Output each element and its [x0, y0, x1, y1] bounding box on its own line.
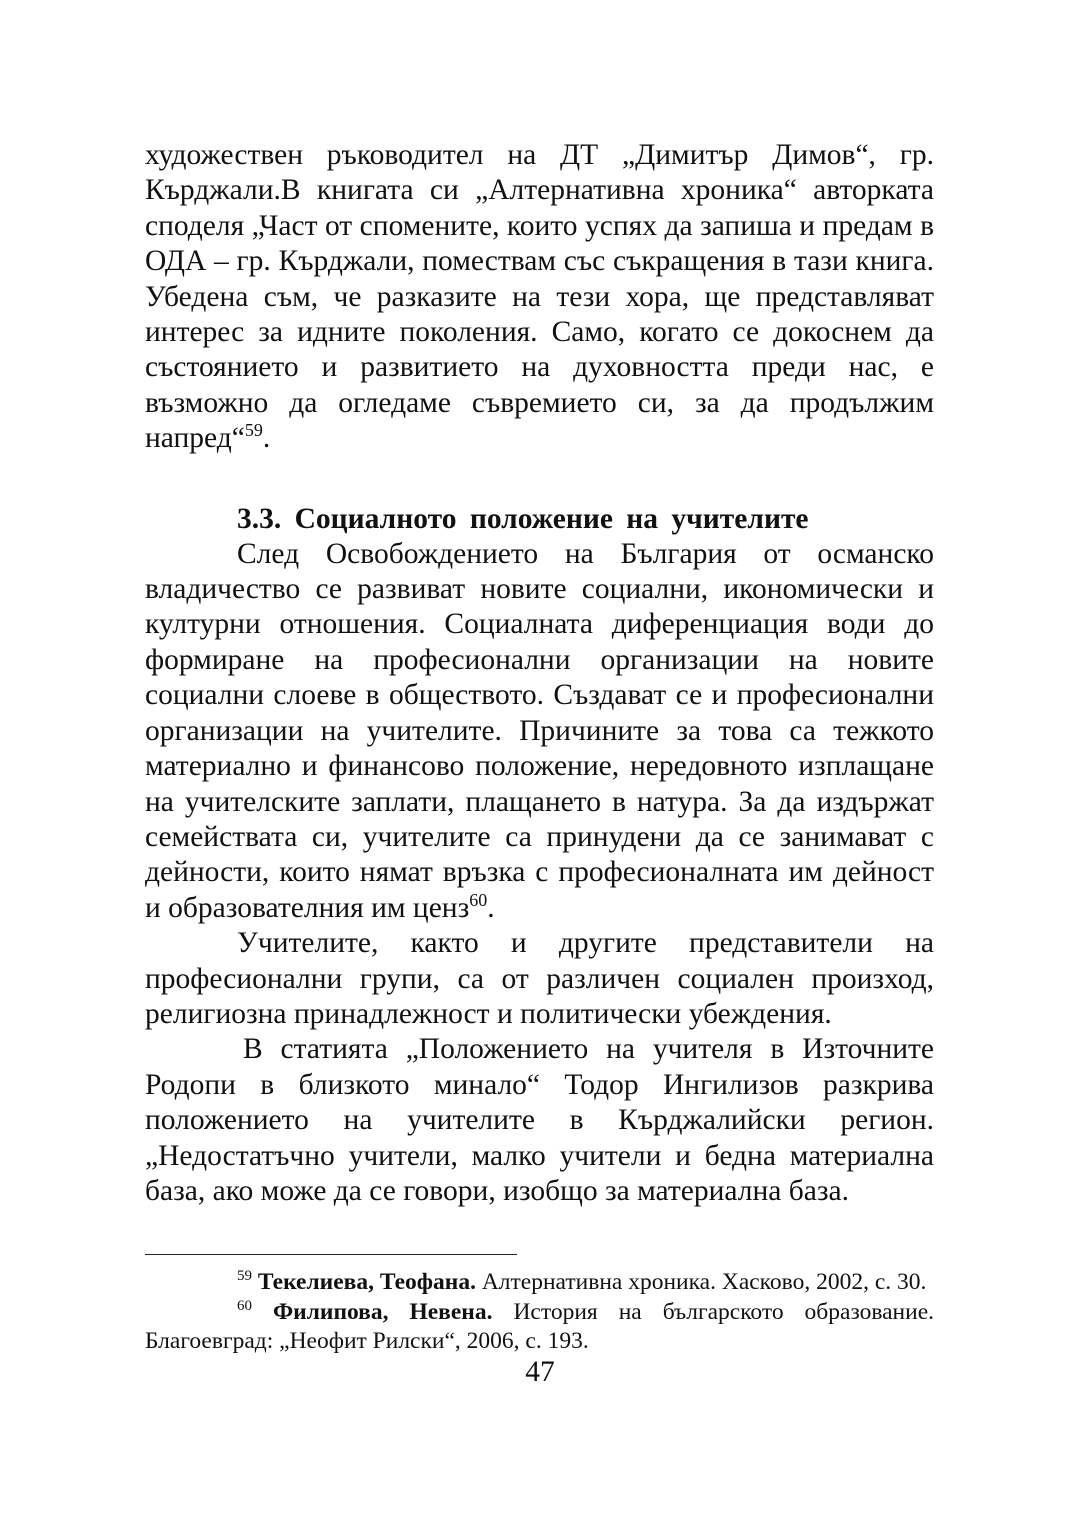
section-paragraph-2: Учителите, както и другите представители на професионални групи, са от различен социален произход, религиозна принадлежност и политически убеждения.	[145, 927, 934, 1030]
paragraph-tail: .	[262, 422, 271, 455]
page-number: 47	[525, 1356, 555, 1388]
paragraph-text: художествен ръководител на ДТ „Димитър Димов“, гр. Кърджали.В книгата си „Алтернативна хроника“ авторката споделя „Част от спомените, които успях да запиша и предам в ОДА – гр. Кърджали, помествам със съкращения в тази книга. Убедена съм, че разказите на тези хора, ще представляват интерес за идните поколения. Само, когато се докоснем да състоянието и развитието на духовността преди нас, е възможно да огледаме съвремието си, за да продължим напред“	[145, 139, 934, 455]
footnote-59	[145, 1268, 934, 1298]
footnote-text: История на българското образование. Благоевград: „Неофит Рилски“, 2006, с. 193.	[145, 1298, 935, 1354]
section-paragraph-3: В статията „Положението на учителя в Източните Родопи в близкото минало“ Тодор Ингилизов разкрива положението на учителите в Кърджалийски регион. „Недостатъчно учители, малко учители и бедна материална база, ако може да се говори, изобщо за материална база.	[145, 1033, 934, 1207]
footnote-ref-59[interactable]: 59	[244, 420, 263, 441]
paragraph-text: След Освобождението на България от османско владичество се развиват новите социални, икономически и културни отношения. Социалната диференциация води до формиране на професионални организации на новите социални слоеве в обществото. Създават се и професионални организации на учителите. Причините за това са тежкото материално и финансово положение, нередовното изплащане на учителските заплати, плащането в натура. За да издържат семействата си, учителите са принудени да се занимават с дейности, които нямат връзка с професионалната им дейност и образователния им ценз	[145, 537, 934, 924]
continued-paragraph	[145, 138, 934, 457]
page-body	[145, 138, 934, 1209]
footnote-author: Текелиева, Теофана.	[257, 1269, 476, 1295]
footnote-text: Алтернативна хроника. Хасково, 2002, с. 30.	[475, 1269, 927, 1295]
footnotes	[145, 1268, 934, 1357]
footnote-number: 59	[237, 1268, 252, 1285]
footnote-number: 60	[237, 1297, 252, 1314]
section-heading: 3.3. Социалното положение на учителите	[237, 502, 809, 535]
footnote-divider	[145, 1254, 517, 1255]
section-paragraph-1	[145, 537, 934, 926]
paragraph-tail: .	[487, 891, 495, 924]
footnote-ref-60[interactable]: 60	[469, 889, 488, 910]
footnote-60	[145, 1298, 934, 1357]
footnote-author: Филипова, Невена.	[273, 1298, 493, 1325]
